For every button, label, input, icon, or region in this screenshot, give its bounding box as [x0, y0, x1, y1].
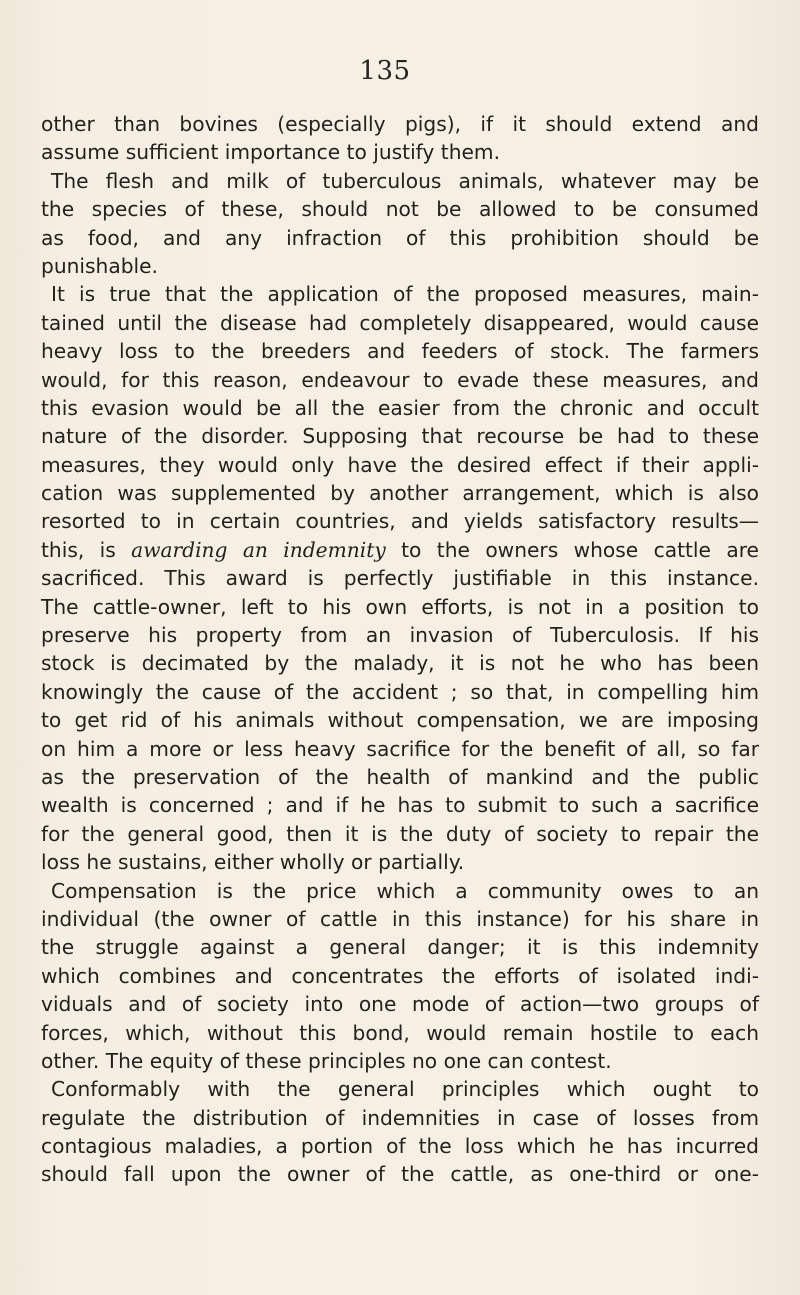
text-line: for the general good, then it is the duty of society to repair the	[41, 821, 759, 846]
text-line: as food, and any infraction of this prohibition should be	[41, 225, 759, 250]
text-line: measures, they would only have the desired effect if their appli-	[41, 452, 759, 477]
text-line: sacrificed. This award is perfectly justifiable in this instance.	[41, 566, 759, 591]
text-line: forces, which, without this bond, would remain hostile to each	[41, 1020, 759, 1045]
text-line: knowingly the cause of the accident ; so that, in compelling him	[41, 679, 759, 704]
text-line: this evasion would be all the easier from the chronic and occult	[41, 395, 759, 420]
text-line: viduals and of society into one mode of action—two groups of	[41, 992, 759, 1017]
text-line: assume sufficient importance to justify them.	[41, 140, 500, 165]
text-line: punishable.	[41, 253, 158, 278]
text-line: Conformably with the general principles which ought to	[51, 1077, 759, 1102]
text-line: the struggle against a general danger; it is this indemnity	[41, 935, 759, 960]
text-line: The flesh and milk of tuberculous animals, whatever may be	[51, 168, 759, 193]
text-line: should fall upon the owner of the cattle, as one-third or one-	[41, 1162, 759, 1187]
text-line: nature of the disorder. Supposing that recourse be had to these	[41, 424, 759, 449]
text-line: other. The equity of these principles no one can contest.	[41, 1048, 612, 1073]
text-line: tained until the disease had completely disappeared, would cause	[41, 310, 759, 335]
text-line: heavy loss to the breeders and feeders of stock. The farmers	[41, 339, 759, 364]
text-line: wealth is concerned ; and if he has to submit to such a sacrifice	[41, 793, 759, 818]
text-line: the species of these, should not be allowed to be consumed	[41, 197, 759, 222]
text-line	[41, 536, 759, 564]
text-line: contagious maladies, a portion of the loss which he has incurred	[41, 1134, 759, 1159]
text-line: to get rid of his animals without compensation, we are imposing	[41, 708, 759, 733]
text-line: as the preservation of the health of mankind and the public	[41, 764, 759, 789]
text-line: cation was supplemented by another arrangement, which is also	[41, 481, 759, 506]
text-segment: this, is	[41, 537, 132, 562]
text-line: resorted to in certain countries, and yields satisfactory results—	[41, 509, 759, 534]
text-line: Compensation is the price which a community owes to an	[51, 878, 759, 903]
text-line: on him a more or less heavy sacrifice for the benefit of all, so far	[41, 736, 759, 761]
italic-phrase: awarding an indemnity	[131, 537, 386, 562]
text-line: stock is decimated by the malady, it is not he who has been	[41, 651, 759, 676]
text-line: which combines and concentrates the efforts of isolated indi-	[41, 963, 759, 988]
text-line: preserve his property from an invasion of Tuberculosis. If his	[41, 623, 759, 648]
text-line: The cattle-owner, left to his own efforts, is not in a position to	[41, 594, 759, 619]
text-line: regulate the distribution of indemnities in case of losses from	[41, 1105, 759, 1130]
text-line: would, for this reason, endeavour to evade these measures, and	[41, 367, 759, 392]
text-line: individual (the owner of cattle in this instance) for his share in	[41, 906, 759, 931]
text-segment: to the owners whose cattle are	[385, 537, 759, 562]
text-line: other than bovines (especially pigs), if it should extend and	[41, 112, 759, 136]
body-text	[41, 110, 759, 1189]
text-line: It is true that the application of the proposed measures, main-	[51, 282, 759, 307]
page-number: 135	[359, 56, 411, 86]
text-line: loss he sustains, either wholly or partially.	[41, 850, 465, 875]
